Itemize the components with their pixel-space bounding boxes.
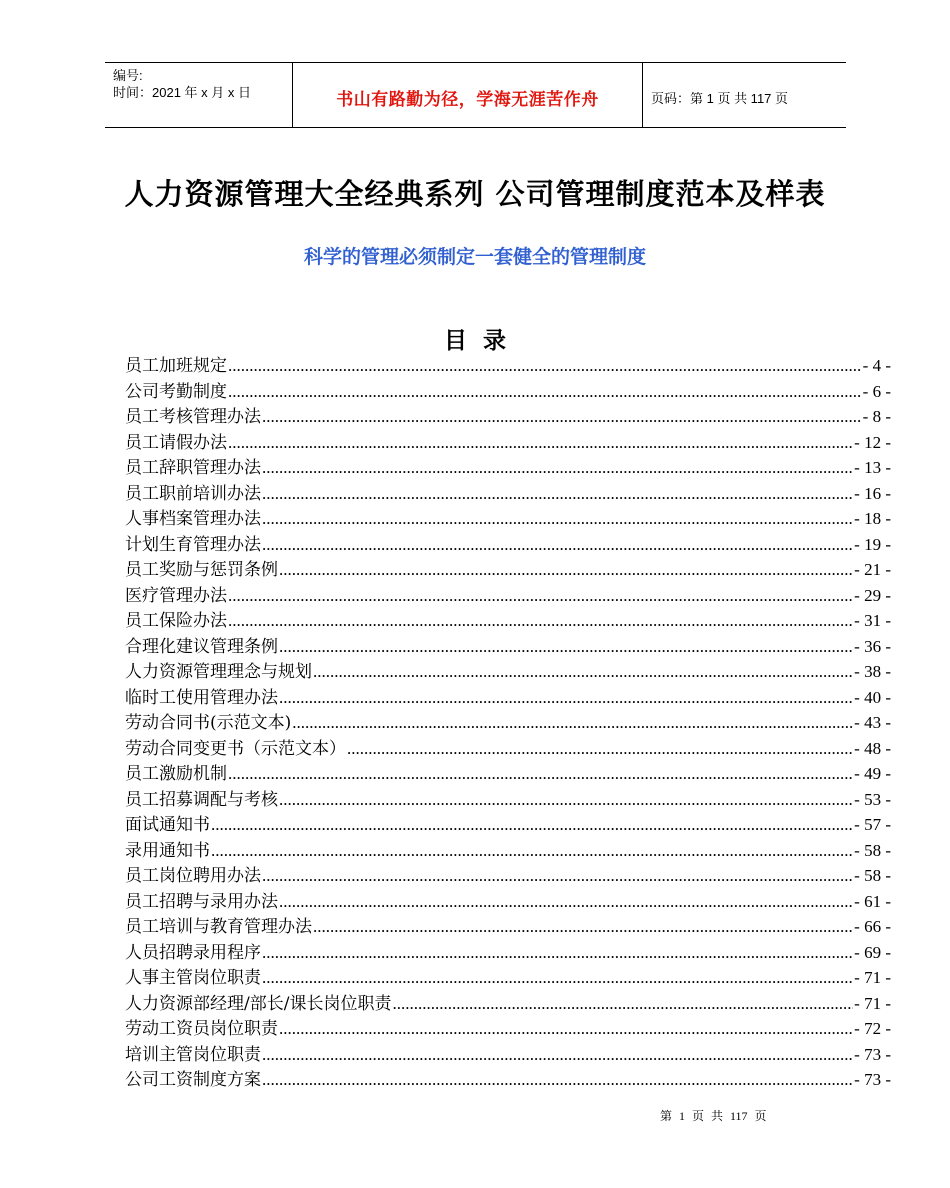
toc-entry-label: 临时工使用管理办法 — [125, 687, 278, 708]
toc-entry[interactable] — [125, 734, 891, 760]
toc-entry-label: 录用通知书 — [125, 840, 210, 861]
toc-entry-page: - 6 - — [862, 381, 891, 401]
toc-dot-leader — [228, 382, 862, 402]
toc-dot-leader — [262, 968, 853, 988]
toc-entry-page: - 58 - — [854, 840, 891, 860]
toc-entry-page: - 73 - — [854, 1070, 891, 1089]
toc-entry-label: 计划生育管理办法 — [125, 534, 261, 555]
toc-entry[interactable] — [125, 836, 891, 862]
toc-entry[interactable] — [125, 963, 891, 989]
toc-entry-page: - 49 - — [854, 764, 891, 783]
toc-entry-page: - 38 - — [854, 662, 891, 681]
toc-entry-page: - 72 - — [854, 1019, 891, 1038]
toc-dot-leader — [228, 764, 853, 784]
toc-entry-page: - 57 - — [854, 815, 891, 834]
toc-entry-label: 劳动工资员岗位职责 — [125, 1019, 278, 1039]
toc-dot-leader — [347, 739, 853, 759]
toc-entry-label: 员工招聘与录用办法 — [125, 891, 278, 912]
toc-entry-label: 员工培训与教育管理办法 — [125, 917, 312, 937]
toc-entry[interactable] — [125, 402, 891, 428]
toc-entry-label: 员工激励机制 — [125, 764, 227, 784]
toc-dot-leader — [262, 535, 853, 555]
toc-entry-page: - 31 - — [854, 611, 891, 630]
toc-dot-leader — [228, 611, 853, 631]
toc-entry-page: - 71 - — [854, 968, 891, 987]
toc-entry-page: - 48 - — [854, 738, 891, 758]
toc-dot-leader — [262, 866, 853, 886]
toc-dot-leader — [313, 917, 853, 937]
toc-entry-label: 员工职前培训办法 — [125, 483, 261, 504]
toc-dot-leader — [279, 637, 853, 657]
toc-entry[interactable] — [125, 683, 891, 709]
toc-entry-page: - 69 - — [854, 942, 891, 962]
time-label: 时间：2021 年 x 月 x 日 — [113, 85, 251, 100]
toc-dot-leader — [292, 713, 853, 733]
toc-entry-label: 合理化建议管理条例 — [125, 636, 278, 657]
toc-entry-label: 员工招募调配与考核 — [125, 789, 278, 810]
toc-entry-label: 员工奖励与惩罚条例 — [125, 560, 278, 580]
toc-entry-page: - 16 - — [854, 483, 891, 503]
toc-entry[interactable] — [125, 708, 891, 734]
toc-entry-label: 员工加班规定 — [125, 356, 227, 376]
toc-dot-leader — [262, 484, 853, 504]
toc-entry[interactable] — [125, 632, 891, 658]
toc-dot-leader — [211, 841, 853, 861]
toc-dot-leader — [262, 1070, 853, 1090]
table-of-contents — [125, 351, 891, 1091]
toc-entry-label: 劳动合同书(示范文本) — [125, 713, 292, 733]
toc-dot-leader — [392, 994, 853, 1014]
toc-entry-label: 员工辞职管理办法 — [125, 458, 261, 478]
toc-entry-label: 培训主管岗位职责 — [125, 1044, 261, 1065]
toc-entry[interactable] — [125, 1014, 891, 1040]
toc-entry[interactable] — [125, 1065, 891, 1091]
toc-dot-leader — [262, 1045, 853, 1065]
toc-entry-page: - 13 - — [854, 458, 891, 477]
toc-entry-label: 人事档案管理办法 — [125, 509, 261, 529]
toc-entry-page: - 71 - — [854, 993, 891, 1013]
toc-heading: 目 录 — [443, 328, 506, 354]
toc-dot-leader — [262, 943, 853, 963]
toc-entry-page: - 12 - — [854, 432, 891, 452]
toc-entry-label: 人力资源管理理念与规划 — [125, 662, 312, 682]
toc-entry-label: 员工岗位聘用办法 — [125, 866, 261, 886]
toc-dot-leader — [279, 560, 853, 580]
toc-dot-leader — [262, 458, 853, 478]
document-title: 人力资源管理大全经典系列 公司管理制度范本及样表 — [124, 177, 826, 211]
toc-entry-page: - 43 - — [854, 713, 891, 732]
toc-entry-label: 人力资源部经理/部长/课长岗位职责 — [125, 993, 392, 1014]
toc-entry-label: 公司考勤制度 — [125, 381, 227, 402]
toc-entry-page: - 66 - — [854, 917, 891, 936]
toc-entry[interactable] — [125, 606, 891, 632]
toc-entry-label: 员工请假办法 — [125, 432, 227, 453]
toc-dot-leader — [262, 407, 862, 427]
toc-entry-page: - 29 - — [854, 585, 891, 605]
toc-entry-page: - 21 - — [854, 560, 891, 579]
toc-entry[interactable] — [125, 555, 891, 581]
toc-entry[interactable] — [125, 887, 891, 913]
toc-entry-label: 医疗管理办法 — [125, 585, 227, 606]
toc-entry[interactable] — [125, 759, 891, 785]
toc-entry-page: - 36 - — [854, 636, 891, 656]
toc-entry[interactable] — [125, 351, 891, 377]
toc-entry-page: - 18 - — [854, 509, 891, 528]
toc-entry-label: 公司工资制度方案 — [125, 1070, 261, 1090]
toc-entry[interactable] — [125, 785, 891, 811]
toc-entry[interactable] — [125, 581, 891, 607]
page-footer: 第 1 页 共 117 页 — [660, 1109, 767, 1123]
toc-entry-label: 劳动合同变更书（示范文本） — [125, 738, 346, 759]
toc-entry[interactable] — [125, 530, 891, 556]
toc-entry-page: - 61 - — [854, 891, 891, 911]
toc-entry[interactable] — [125, 912, 891, 938]
toc-dot-leader — [228, 586, 853, 606]
toc-dot-leader — [262, 509, 853, 529]
toc-entry-label: 员工考核管理办法 — [125, 407, 261, 427]
toc-entry-page: - 73 - — [854, 1044, 891, 1064]
toc-entry-page: - 58 - — [854, 866, 891, 885]
toc-entry-page: - 4 - — [862, 356, 891, 375]
toc-entry-label: 人员招聘录用程序 — [125, 942, 261, 963]
header-motto: 书山有路勤为径，学海无涯苦作舟 — [293, 63, 643, 127]
document-subtitle: 科学的管理必须制定一套健全的管理制度 — [303, 246, 646, 268]
toc-entry[interactable] — [125, 861, 891, 887]
toc-dot-leader — [228, 433, 853, 453]
toc-entry[interactable] — [125, 479, 891, 505]
toc-dot-leader — [279, 790, 853, 810]
serial-label: 编号: — [113, 68, 143, 83]
toc-entry[interactable] — [125, 657, 891, 683]
toc-entry[interactable] — [125, 1040, 891, 1066]
toc-entry[interactable] — [125, 428, 891, 454]
toc-entry-label: 面试通知书 — [125, 815, 210, 835]
toc-dot-leader — [228, 356, 862, 376]
toc-entry-label: 员工保险办法 — [125, 611, 227, 631]
toc-entry[interactable] — [125, 989, 891, 1015]
page-header — [105, 62, 846, 128]
header-page-info: 页码：第 1 页 共 117 页 — [651, 90, 789, 106]
toc-dot-leader — [211, 815, 853, 835]
toc-dot-leader — [279, 1019, 853, 1039]
toc-dot-leader — [279, 688, 853, 708]
toc-entry-page: - 19 - — [854, 534, 891, 554]
header-meta — [105, 63, 293, 127]
toc-entry[interactable] — [125, 377, 891, 403]
toc-entry-page: - 53 - — [854, 789, 891, 809]
toc-entry[interactable] — [125, 810, 891, 836]
toc-entry-page: - 8 - — [862, 407, 891, 426]
toc-entry[interactable] — [125, 504, 891, 530]
toc-entry[interactable] — [125, 938, 891, 964]
toc-dot-leader — [279, 892, 853, 912]
toc-entry-page: - 40 - — [854, 687, 891, 707]
toc-dot-leader — [313, 662, 853, 682]
toc-entry-label: 人事主管岗位职责 — [125, 968, 261, 988]
toc-entry[interactable] — [125, 453, 891, 479]
